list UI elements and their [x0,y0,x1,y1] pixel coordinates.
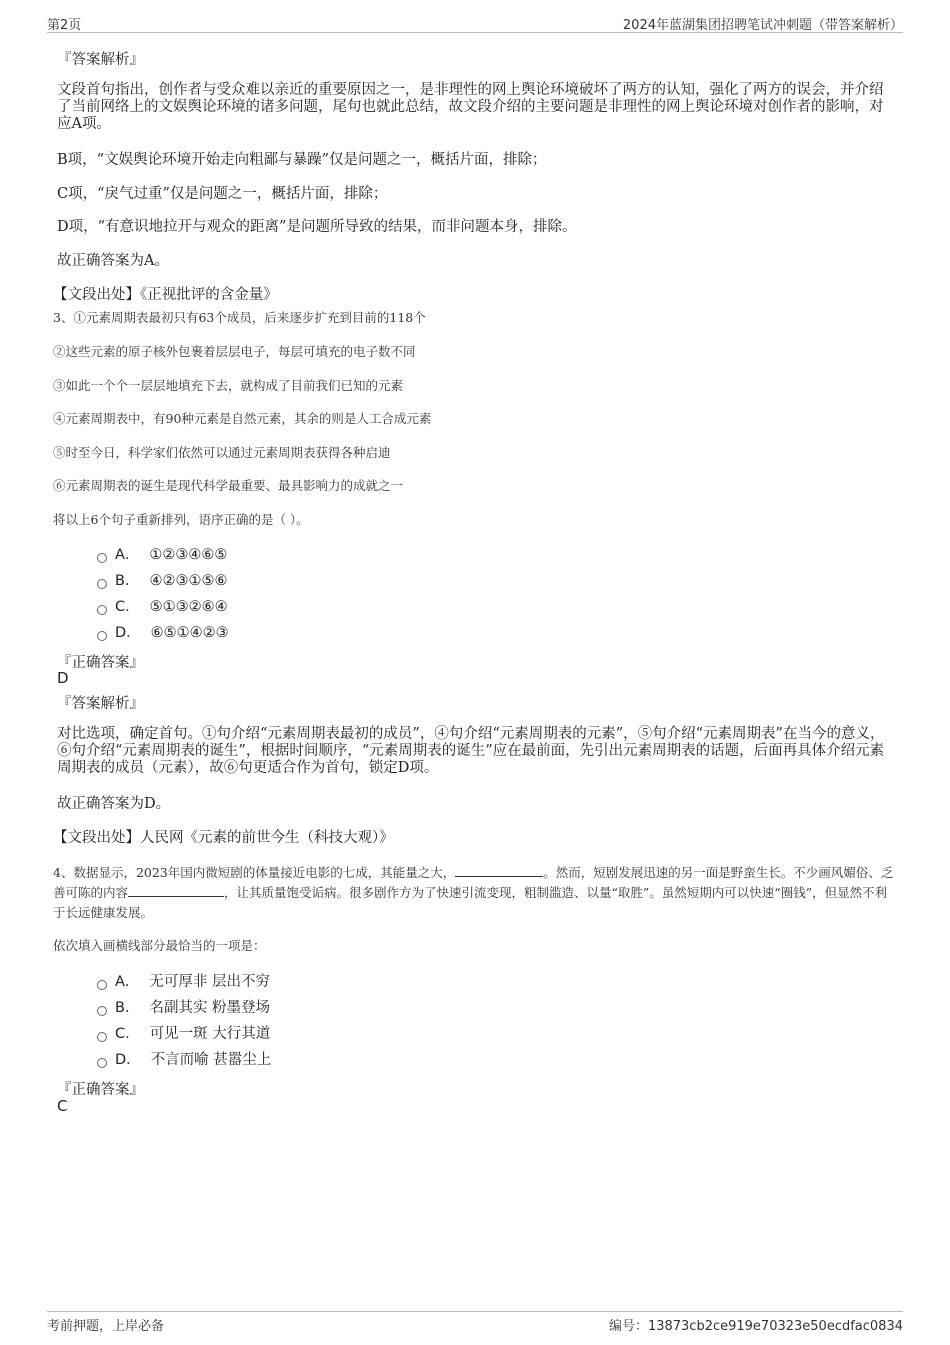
option-text: ①②③④⑥⑤ [149,547,228,563]
option-b[interactable] [97,998,270,1018]
option-text: ④②③①⑤⑥ [149,573,228,589]
option-c[interactable] [97,1024,270,1044]
document-code: 编号：13873cb2ce919e70323e50ecdfac0834 [608,1319,903,1334]
radio-icon[interactable] [97,1006,107,1016]
option-text: 可见一斑 大行其道 [149,1026,271,1042]
radio-icon[interactable] [97,553,107,563]
radio-icon[interactable] [97,579,107,589]
page-footer [47,1311,903,1334]
option-letter: A． [115,974,140,990]
option-text: 无可厚非 层出不穷 [149,974,271,990]
question-line: ⑥元素周期表的诞生是现代科学最重要、最具影响力的成就之一 [53,478,404,493]
question-line: ③如此一个个一层层地填充下去，就构成了目前我们已知的元素 [53,378,404,393]
analysis-label: 『答案解析』 [57,696,144,712]
radio-icon[interactable] [97,631,107,641]
page-header [47,12,903,33]
answer-value: D [57,669,69,687]
source: 【文段出处】人民网《元素的前世今生（科技大观）》 [53,830,394,846]
footer-slogan: 考前押题，上岸必备 [47,1319,165,1334]
stem-part: 4、数据显示，2023年国内微短剧的体量接近电影的七成，其能量之大， [53,865,456,880]
option-b[interactable] [97,571,227,591]
option-d[interactable] [97,623,229,643]
option-letter: B． [115,573,140,589]
option-letter: B． [115,1000,140,1016]
document-title: 2024年蓝湖集团招聘笔试冲刺题（带答案解析） [622,18,903,33]
option-a[interactable] [97,545,227,565]
option-c[interactable] [97,597,228,617]
analysis-paragraph: 对比选项，确定首句。①句介绍“元素周期表最初的成员”，④句介绍“元素周期表的元素”，⑤句介绍“元素周期表”在当今的意义，⑥句介绍“元素周期表的诞生”，根据时间顺序，“元素周期表的诞生”应在最前面，先引出元素周期表的话题，后面再具体介绍元素周期表的成员（元素），故⑥句更适合作为首句，锁定D项。 [57,726,885,776]
conclusion: 故正确答案为A。 [57,253,169,269]
question-stem [53,863,898,923]
radio-icon[interactable] [97,605,107,615]
option-letter: A． [115,547,140,563]
option-text: 名副其实 粉墨登场 [149,1000,271,1016]
question-prompt: 将以上6个句子重新排列，语序正确的是（ ）。 [53,512,309,527]
page-number: 第2页 [47,18,82,33]
question-line: ④元素周期表中，有90种元素是自然元素，其余的则是人工合成元素 [53,411,432,426]
option-letter: D． [115,1052,141,1068]
analysis-paragraph: B项，“文娱舆论环境开始走向粗鄙与暴躁”仅是问题之一，概括片面，排除； [57,152,547,168]
question-line: ②这些元素的原子核外包裹着层层电子，每层可填充的电子数不同 [53,344,416,359]
option-letter: C． [115,1026,140,1042]
analysis-paragraph: C项，“戾气过重”仅是问题之一，概括片面，排除； [57,186,388,202]
option-d[interactable] [97,1050,271,1070]
option-text: ⑥⑤①④②③ [150,625,229,641]
stem-part: 。然而，短剧发展迅速的另一面是野蛮生长。不少画风媚俗、乏善可陈的内容 [53,865,894,900]
answer-value: C [57,1097,68,1115]
answer-label: 『正确答案』 [57,1082,144,1098]
stem-part: ，让其质量饱受诟病。很多剧作方为了快速引流变现，粗制滥造、以量“取胜”。虽然短期内可以快速“圈钱”，但显然不利于长远健康发展。 [53,885,888,920]
analysis-paragraph: D项，“有意识地拉开与观众的距离”是问题所导致的结果，而非问题本身，排除。 [57,219,577,235]
conclusion: 故正确答案为D。 [57,796,171,812]
option-a[interactable] [97,972,270,992]
analysis-paragraph: 文段首句指出，创作者与受众难以亲近的重要原因之一，是非理性的网上舆论环境破坏了两方的认知，强化了两方的误会，并介绍了当前网络上的文娱舆论环境的诸多问题，尾句也就此总结，故文段介绍的主要问题是非理性的网上舆论环境对创作者的影响，对应A项。 [57,82,884,132]
radio-icon[interactable] [97,980,107,990]
radio-icon[interactable] [97,1032,107,1042]
source: 【文段出处】《正视批评的含金量》 [53,287,278,303]
radio-icon[interactable] [97,1058,107,1068]
analysis-label: 『答案解析』 [57,52,144,68]
option-letter: D． [115,625,141,641]
option-text: ⑤①③②⑥④ [149,599,228,615]
question-line: ⑤时至今日，科学家们依然可以通过元素周期表获得各种启迪 [53,445,391,460]
question-prompt: 依次填入画横线部分最恰当的一项是： [53,938,266,953]
fill-blank-2 [128,884,224,897]
option-text: 不言而喻 甚嚣尘上 [150,1052,272,1068]
question-line: 3、①元素周期表最初只有63个成员，后来逐步扩充到目前的118个 [53,310,426,325]
option-letter: C． [115,599,140,615]
fill-blank-1 [455,864,543,877]
answer-label: 『正确答案』 [57,655,144,671]
